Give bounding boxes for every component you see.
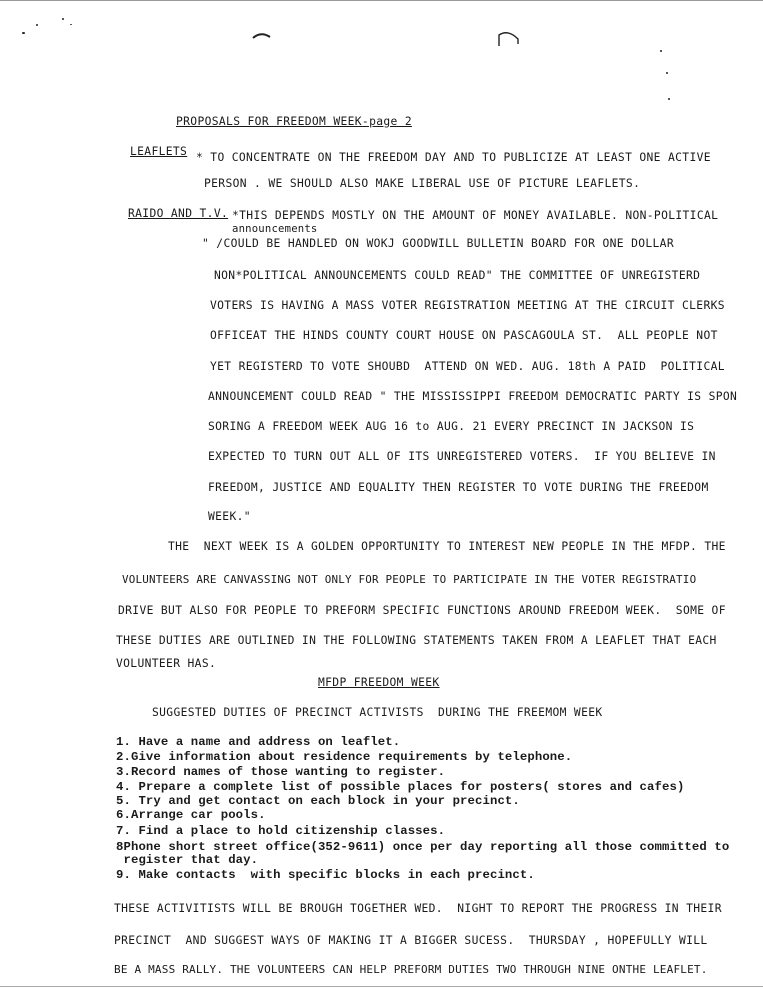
radio-line-4: VOTERS IS HAVING A MASS VOTER REGISTRATION MEETING AT THE CIRCUIT CLERKS [210,299,725,312]
leaflets-label: LEAFLETS [130,145,188,158]
list-item-1: 1. Have a name and address on leaflet. [116,735,401,749]
list-item-5: 5. Try and get contact on each block in your precinct. [116,794,520,808]
section-heading: MFDP FREEDOM WEEK [318,676,440,689]
radio-line-3: NON*POLITICAL ANNOUNCEMENTS COULD READ" THE COMMITTEE OF UNREGISTERD [214,269,701,282]
list-item-6: 6.Arrange car pools. [116,808,266,822]
radio-line-9: EXPECTED TO TURN OUT ALL OF ITS UNREGISTERED VOTERS. IF YOU BELIEVE IN [208,450,716,463]
radio-line-6: YET REGISTERD TO VOTE SHOUBD ATTEND ON WED. AUG. 18th A PAID POLITICAL [210,360,725,373]
radio-line-11: WEEK." [208,510,251,523]
closing-line-0: THESE ACTIVITISTS WILL BE BROUGH TOGETHER WED. NIGHT TO REPORT THE PROGRESS IN THEIR [114,902,722,915]
radio-line-2: " /COULD BE HANDLED ON WOKJ GOODWILL BULLETIN BOARD FOR ONE DOLLAR [202,237,674,250]
scan-speck [70,24,72,25]
scan-speck [666,72,668,74]
list-item-9: 9. Make contacts with specific blocks in each precinct. [116,868,535,882]
list-item-2: 2.Give information about residence requirements by telephone. [116,750,573,764]
scan-speck [62,18,64,20]
page-title: PROPOSALS FOR FREEDOM WEEK-page 2 [176,115,412,128]
list-item-4: 4. Prepare a complete list of possible places for posters( stores and cafes) [116,780,685,794]
para-line-0: THE NEXT WEEK IS A GOLDEN OPPORTUNITY TO INTEREST NEW PEOPLE IN THE MFDP. THE [168,540,726,553]
para-line-3: THESE DUTIES ARE OUTLINED IN THE FOLLOWING STATEMENTS TAKEN FROM A LEAFLET THAT EACH [116,634,717,647]
radio-line-0: *THIS DEPENDS MOSTLY ON THE AMOUNT OF MONEY AVAILABLE. NON-POLITICAL [232,209,719,222]
bottom-border [0,986,763,987]
top-border [0,0,763,1]
scan-speck [22,32,25,34]
radio-line-1: announcements [232,223,318,235]
list-item-8: 8Phone short street office(352-9611) once per day reporting all those committed to [116,840,730,854]
list-item-3: 3.Record names of those wanting to register. [116,765,446,779]
scan-speck [660,50,662,52]
scan-speck [36,24,38,26]
radio-line-10: FREEDOM, JUSTICE AND EQUALITY THEN REGISTER TO VOTE DURING THE FREEDOM [208,481,709,494]
para-line-1: VOLUNTEERS ARE CANVASSING NOT ONLY FOR PEOPLE TO PARTICIPATE IN THE VOTER REGISTRATIO [122,573,697,586]
closing-line-1: PRECINCT AND SUGGEST WAYS OF MAKING IT A BIGGER SUCESS. THURSDAY , HOPEFULLY WILL [114,934,708,947]
scan-mark [496,30,522,70]
leaflets-text-2: PERSON . WE SHOULD ALSO MAKE LIBERAL USE OF PICTURE LEAFLETS. [204,177,641,190]
scan-speck [668,98,670,100]
scan-mark [252,30,272,40]
radio-line-5: OFFICEAT THE HINDS COUNTY COURT HOUSE ON PASCAGOULA ST. ALL PEOPLE NOT [210,329,718,342]
radio-line-7: ANNOUNCEMENT COULD READ " THE MISSISSIPPI FREEDOM DEMOCRATIC PARTY IS SPON [208,390,738,403]
para-line-2: DRIVE BUT ALSO FOR PEOPLE TO PREFORM SPECIFIC FUNCTIONS AROUND FREEDOM WEEK. SOME OF [118,604,726,617]
list-item-7: 7. Find a place to hold citizenship classes. [116,824,446,838]
para-line-4: VOLUNTEER HAS. [116,657,217,670]
radio-line-8: SORING A FREEDOM WEEK AUG 16 to AUG. 21 EVERY PRECINCT IN JACKSON IS [208,420,695,433]
radio-tv-label: RAIDO AND T.V. [128,207,229,220]
closing-line-2: BE A MASS RALLY. THE VOLUNTEERS CAN HELP PREFORM DUTIES TWO THROUGH NINE ONTHE LEAFLET. [114,963,708,976]
section-subheading: SUGGESTED DUTIES OF PRECINCT ACTIVISTS DURING THE FREEMOM WEEK [152,706,603,719]
leaflets-text-1: * TO CONCENTRATE ON THE FREEDOM DAY AND TO PUBLICIZE AT LEAST ONE ACTIVE [196,151,711,164]
list-item-8-cont: register that day. [116,853,259,867]
